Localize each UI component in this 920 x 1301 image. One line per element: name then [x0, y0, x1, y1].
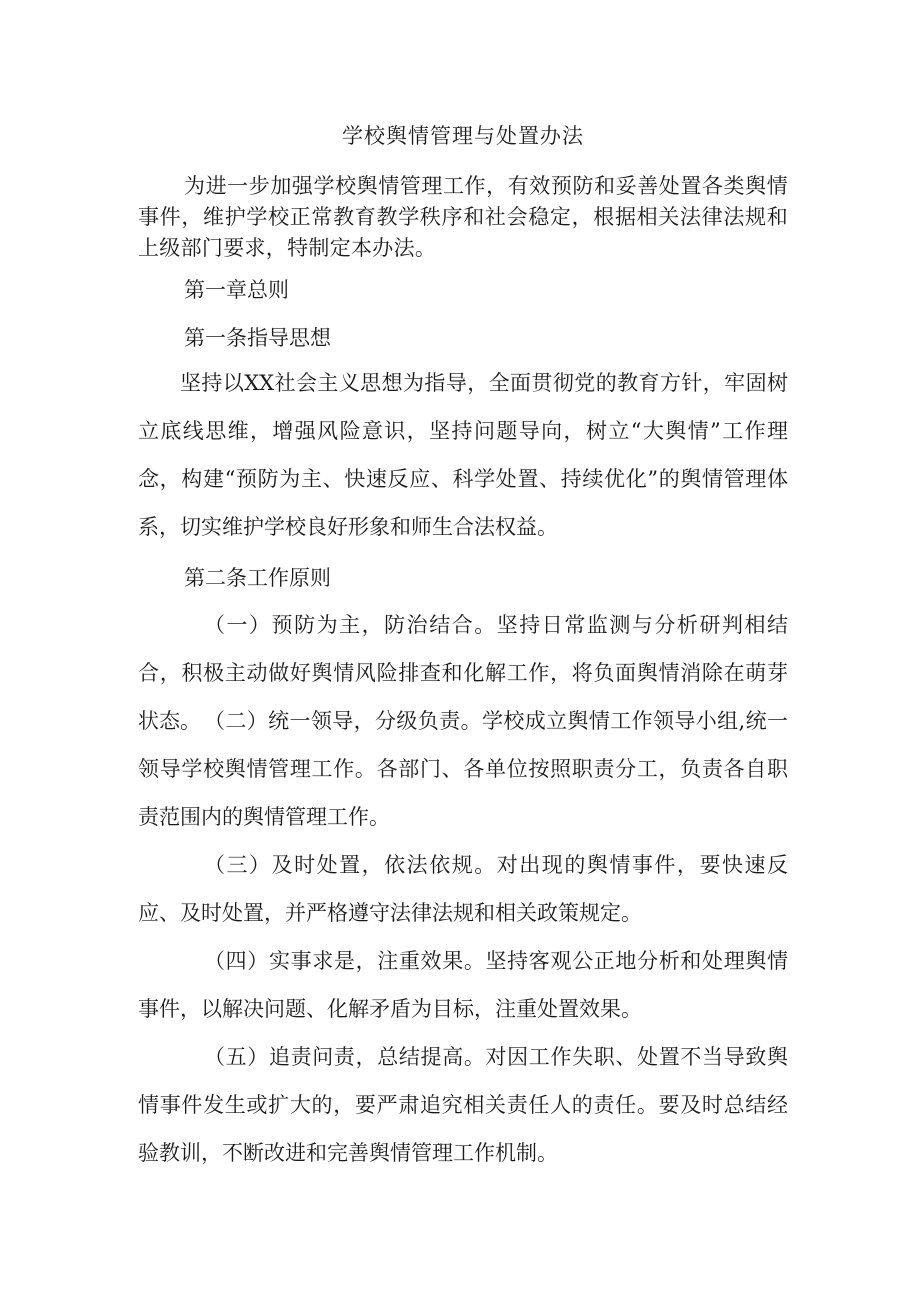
article-1-heading: 第一条指导思想	[184, 326, 331, 350]
chapter-heading: 第一章总则	[184, 278, 289, 302]
principle-2: （二）统一领导，分级负责。学校成立舆情工作领导小组,统一领导学校舆情管理工作。各部门、各单位按照职责分工，负责各自职责范围内的舆情管理工作。	[138, 709, 788, 829]
intro-paragraph: 为进一步加强学校舆情管理工作，有效预防和妥善处置各类舆情事件，维护学校正常教育教学秩序和社会稳定，根据相关法律法规和上级部门要求，特制定本办法。	[138, 174, 788, 260]
document-title: 学校舆情管理与处置办法	[342, 124, 584, 148]
article-1-body: 坚持以XX社会主义思想为指导，全面贯彻党的教育方针，牢固树立底线思维，增强风险意识，坚持问题导向，树立“大舆情”工作理念，构建“预防为主、快速反应、科学处置、持续优化”的舆情管理体系，切实维护学校良好形象和师生合法权益。	[138, 371, 788, 539]
principle-4: （四）实事求是，注重效果。坚持客观公正地分析和处理舆情事件，以解决问题、化解矛盾为目标，注重处置效果。	[138, 949, 788, 1021]
principle-5: （五）追责问责，总结提高。对因工作失职、处置不当导致舆情事件发生或扩大的，要严肃追究相关责任人的责任。要及时总结经验教训，不断改进和完善舆情管理工作机制。	[138, 1045, 788, 1165]
principle-3: （三）及时处置，依法依规。对出现的舆情事件，要快速反应、及时处置，并严格遵守法律法规和相关政策规定。	[138, 853, 788, 925]
article-2-heading: 第二条工作原则	[184, 566, 331, 590]
principle-1: （一）预防为主，防治结合。坚持日常监测与分析研判相结合，积极主动做好舆情风险排查和化解工作，将负面舆情消除在萌芽状态。	[138, 613, 788, 733]
